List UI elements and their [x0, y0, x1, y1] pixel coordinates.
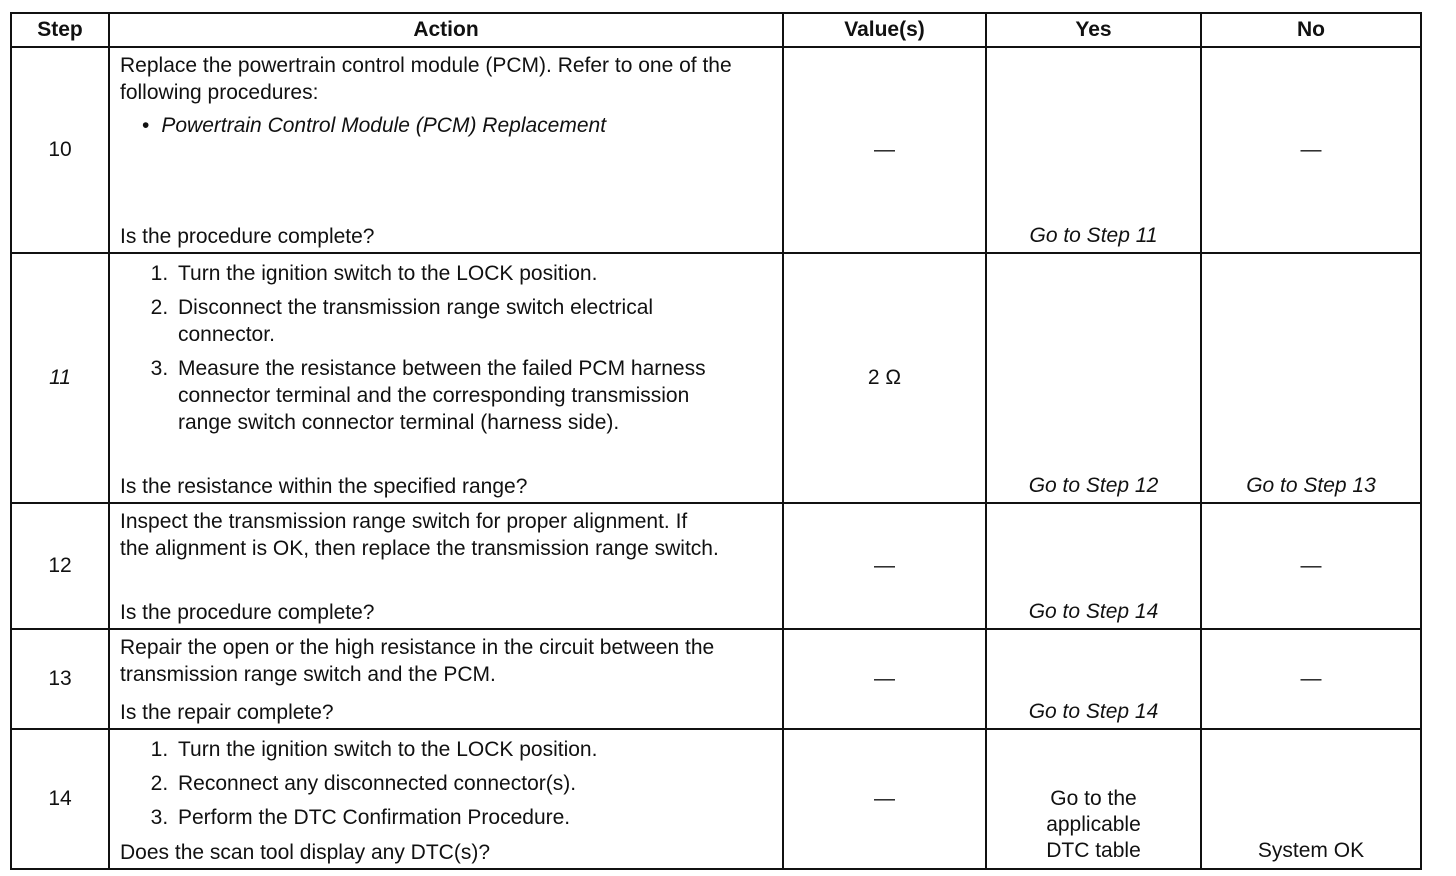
no-cell — [1201, 729, 1421, 869]
table-row — [11, 47, 1421, 253]
header-row — [11, 13, 1421, 47]
list-item: 1. Turn the ignition switch to the LOCK position. — [174, 736, 774, 763]
action-text: Inspect the transmission range switch for proper alignment. If the alignment is OK, then replace the transmission range switch. — [120, 510, 719, 560]
yes-cell — [986, 253, 1201, 503]
action-cell — [109, 503, 783, 629]
action-steps — [120, 736, 774, 831]
yes-result: Go to Step 14 — [1028, 600, 1159, 623]
header-action: Action — [109, 13, 783, 47]
no-cell: — — [1201, 47, 1421, 253]
value-cell: — — [783, 629, 986, 729]
header-yes: Yes — [986, 13, 1201, 47]
value-cell: — — [783, 47, 986, 253]
action-cell — [109, 729, 783, 869]
yes-cell — [986, 503, 1201, 629]
step-number — [11, 253, 109, 503]
action-cell — [109, 629, 783, 729]
step-number: 10 — [11, 47, 109, 253]
action-question: Is the resistance within the specified range? — [120, 475, 528, 498]
step-number-text: 11 — [49, 366, 71, 389]
no-cell: — — [1201, 503, 1421, 629]
no-result: Go to Step 13 — [1246, 474, 1376, 497]
table-row — [11, 729, 1421, 869]
action-question: Is the procedure complete? — [120, 601, 375, 624]
header-no: No — [1201, 13, 1421, 47]
value-cell: — — [783, 729, 986, 869]
procedure-reference: • Powertrain Control Module (PCM) Replacement — [120, 112, 774, 139]
step-number: 13 — [11, 629, 109, 729]
action-question: Is the repair complete? — [120, 701, 334, 724]
no-cell — [1201, 253, 1421, 503]
action-question: Is the procedure complete? — [120, 225, 375, 248]
no-cell: — — [1201, 629, 1421, 729]
list-item: 2. Disconnect the transmission range switch electrical connector. — [174, 294, 774, 348]
action-steps — [120, 260, 774, 436]
action-text: Replace the powertrain control module (PCM). Refer to one of the following procedures: — [120, 54, 732, 104]
action-text: Repair the open or the high resistance in the circuit between the transmission range switch and the PCM. — [120, 636, 715, 686]
yes-cell — [986, 629, 1201, 729]
action-question: Does the scan tool display any DTC(s)? — [120, 841, 490, 864]
table-row — [11, 503, 1421, 629]
step-number: 14 — [11, 729, 109, 869]
step-number: 12 — [11, 503, 109, 629]
yes-result: Go to the applicable DTC table — [1046, 787, 1141, 862]
list-item: 3. Perform the DTC Confirmation Procedure. — [174, 804, 774, 831]
yes-cell — [986, 47, 1201, 253]
header-values: Value(s) — [783, 13, 986, 47]
yes-result: Go to Step 12 — [1028, 474, 1159, 497]
value-cell: — — [783, 503, 986, 629]
table-row — [11, 629, 1421, 729]
table-row — [11, 253, 1421, 503]
list-item: 3. Measure the resistance between the failed PCM harness connector terminal and the corresponding transmission range switch connector terminal (harness side). — [174, 355, 774, 436]
yes-result: Go to Step 11 — [1029, 224, 1158, 247]
action-cell — [109, 253, 783, 503]
yes-cell — [986, 729, 1201, 869]
diagnostic-table — [10, 12, 1422, 870]
list-item: 1. Turn the ignition switch to the LOCK position. — [174, 260, 774, 287]
list-item: 2. Reconnect any disconnected connector(s). — [174, 770, 774, 797]
no-result: System OK — [1257, 839, 1365, 862]
action-cell — [109, 47, 783, 253]
yes-result: Go to Step 14 — [1028, 700, 1159, 723]
value-cell: 2 Ω — [783, 253, 986, 503]
header-step: Step — [11, 13, 109, 47]
